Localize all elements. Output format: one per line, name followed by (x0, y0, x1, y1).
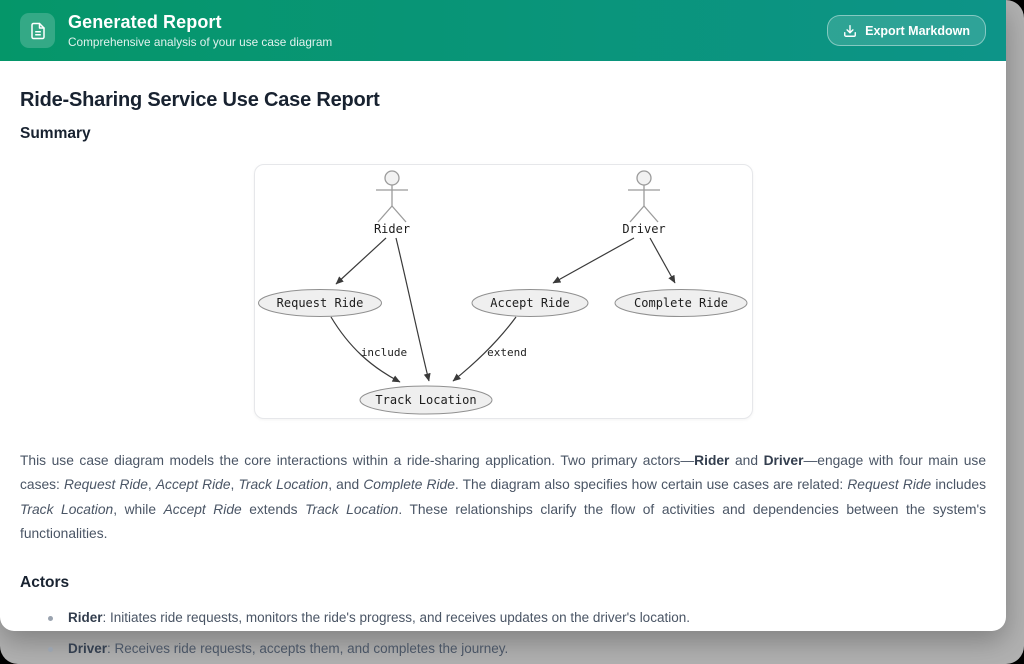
include-label: include (360, 346, 407, 359)
edge-driver-accept-ride (553, 238, 634, 283)
actor-term: Rider (68, 610, 103, 626)
extend-label: extend (486, 346, 527, 359)
bullet-icon (48, 616, 53, 621)
use-case-diagram-panel (254, 164, 753, 419)
actor-description: : Initiates ride requests, monitors the ride's progress, and receives updates on the driver's location. (102, 610, 690, 626)
edge-rider-request-ride (336, 238, 386, 284)
edge-rider-track-location (396, 238, 429, 381)
summary-paragraph: This use case diagram models the core interactions within a ride-sharing application. Two primary actors—Rider and Driver—engage with four main use cases: Request Ride, Accept Ride, Track Location, and Complete Ride. The diagram also specifies how certain use cases are related: Request Ride includes Track Location, while Accept Ride extends Track Location. These relationships clarify the flow of activities and dependencies between the system's functionalities. (20, 453, 986, 541)
actors-list (20, 609, 986, 658)
use-case-request-ride-label: Request Ride (276, 296, 363, 310)
list-item-rider (20, 609, 986, 627)
use-case-complete-ride (615, 290, 747, 317)
use-case-request-ride (258, 290, 381, 317)
header-subtitle: Comprehensive analysis of your use case diagram (68, 35, 333, 49)
actor-driver-figure (628, 171, 660, 222)
header-left (20, 12, 332, 49)
export-button-label: Export Markdown (865, 23, 970, 38)
use-case-diagram (255, 165, 752, 418)
actors-heading: Actors (20, 574, 70, 592)
actor-rider-figure (376, 171, 408, 222)
actor-term: Driver (68, 641, 108, 657)
download-icon (843, 24, 857, 38)
actor-rider-label: Rider (373, 222, 410, 236)
header-icon-chip (20, 13, 55, 48)
header-title: Generated Report (68, 12, 222, 32)
file-text-icon (29, 22, 47, 40)
actor-description: : Receives ride requests, accepts them, and completes the journey. (107, 641, 509, 657)
report-body (0, 88, 1006, 658)
page-title: Ride-Sharing Service Use Case Report (20, 89, 380, 111)
list-item-driver (20, 640, 986, 658)
use-case-accept-ride (472, 290, 588, 317)
report-header (0, 0, 1006, 61)
use-case-track-location-label: Track Location (374, 393, 477, 407)
actor-driver-label: Driver (621, 222, 666, 236)
use-case-accept-ride-label: Accept Ride (489, 296, 570, 310)
bullet-icon (48, 647, 53, 652)
edge-driver-complete-ride (650, 238, 675, 283)
summary-heading: Summary (20, 125, 91, 142)
use-case-track-location (360, 386, 492, 414)
export-markdown-button[interactable] (827, 15, 986, 46)
use-case-complete-ride-label: Complete Ride (633, 296, 728, 310)
header-text (68, 12, 332, 49)
